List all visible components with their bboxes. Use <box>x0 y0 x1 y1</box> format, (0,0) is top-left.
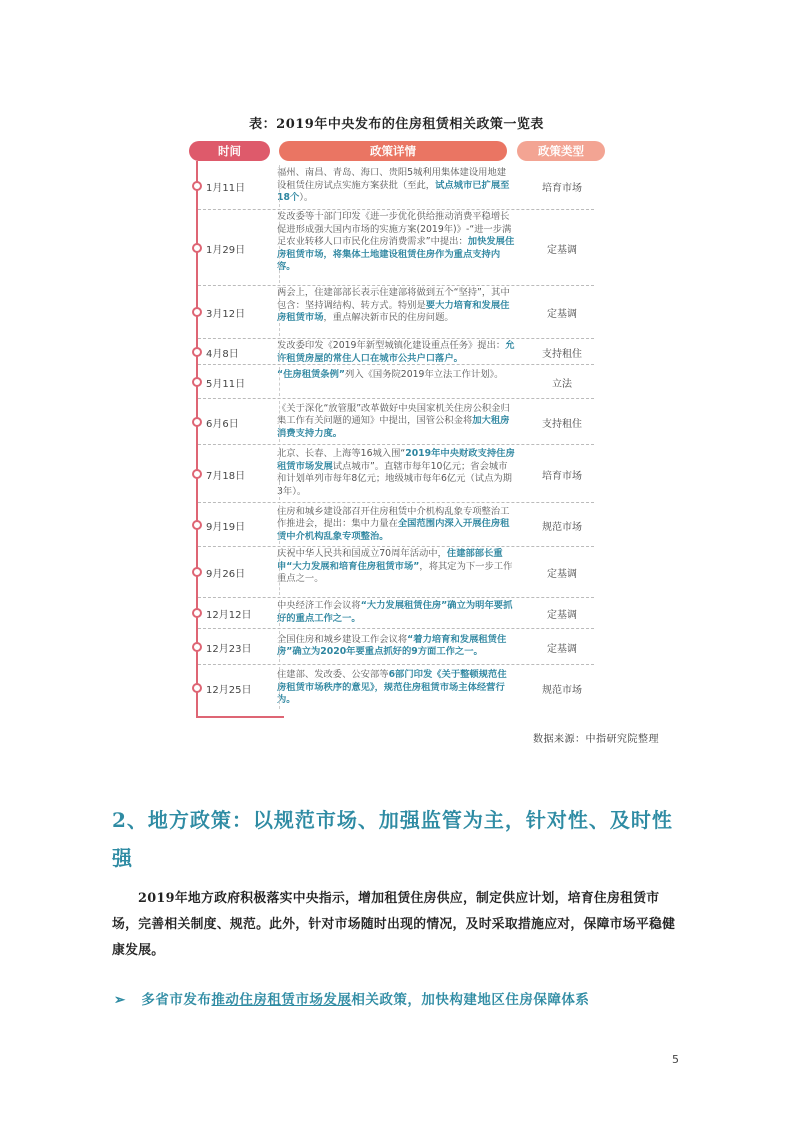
column-divider <box>279 505 280 544</box>
detail-text: ，重点解决新市民的住房问题。 <box>323 312 454 324</box>
column-divider <box>279 667 280 709</box>
table-row <box>196 598 596 628</box>
data-source: 数据来源：中指研究院整理 <box>533 734 659 745</box>
detail-text: 试点城市”。直辖市每年10亿元；省会城市和计划单列市每年8亿元；地级城市每年6亿元（试点为期3年）。 <box>277 460 512 498</box>
column-divider <box>279 288 280 336</box>
detail-highlight: 允许租赁房屋的常住人口在城市公共户口落户。 <box>277 340 515 364</box>
row-policy-type: 定基调 <box>547 309 577 320</box>
table-row <box>196 665 596 711</box>
row-date: 3月12日 <box>206 309 246 320</box>
detail-highlight: “大力发展租赁住房”确立为明年要抓好的重点工作之一。 <box>277 600 513 624</box>
detail-highlight: 试点城市已扩展至18个 <box>277 179 510 204</box>
column-divider <box>279 600 280 626</box>
detail-highlight: 要大力培育和发展住房租赁市场 <box>277 299 510 324</box>
row-detail <box>277 634 515 659</box>
row-date: 4月8日 <box>206 348 239 360</box>
row-policy-type: 定基调 <box>547 643 577 655</box>
timeline-dot-icon <box>192 642 202 652</box>
row-date: 1月29日 <box>206 244 246 256</box>
row-date: 1月11日 <box>206 183 246 194</box>
row-date: 7月18日 <box>206 470 246 482</box>
table-row <box>196 339 596 364</box>
row-date: 5月11日 <box>206 378 246 390</box>
column-divider <box>279 447 280 500</box>
bullet-heading <box>114 988 589 1008</box>
table-row <box>196 365 596 398</box>
row-policy-type: 支持租住 <box>542 418 582 430</box>
detail-highlight: “着力培育和发展租赁住房”确立为2020年要重点抓好的9方面工作之一。 <box>277 633 507 658</box>
row-policy-type: 规范市场 <box>542 685 582 696</box>
row-policy-type: 定基调 <box>547 244 577 256</box>
timeline-dot-icon <box>192 377 202 387</box>
row-policy-type: 培育市场 <box>542 470 582 482</box>
table-title: 表：2019年中央发布的住房租赁相关政策一览表 <box>249 117 544 132</box>
table-row <box>196 547 596 597</box>
row-detail <box>277 669 515 707</box>
bullet-text-post: 相关政策，加快构建地区住房保障体系 <box>351 992 590 1008</box>
row-detail <box>277 600 515 625</box>
row-detail <box>277 167 515 205</box>
timeline-dot-icon <box>192 417 202 427</box>
row-date: 12月25日 <box>206 685 252 696</box>
page-number: 5 <box>672 1053 679 1066</box>
detail-text: ，将其定为下一步工作重点之一。 <box>277 560 513 585</box>
detail-text: 发改委印发《2019年新型城镇化建设重点任务》提出： <box>277 340 506 351</box>
row-date: 12月12日 <box>206 610 252 621</box>
detail-highlight: “住房租赁条例” <box>277 368 346 380</box>
detail-text: ）。 <box>299 192 314 204</box>
row-policy-type: 立法 <box>552 378 572 390</box>
detail-highlight: 2019年中央财政支持住房租赁市场发展 <box>277 448 515 472</box>
timeline-dot-icon <box>192 307 202 317</box>
timeline-dot-icon <box>192 520 202 530</box>
row-policy-type: 培育市场 <box>542 183 582 194</box>
header-time: 时间 <box>189 141 270 161</box>
timeline-dot-icon <box>192 347 202 357</box>
row-detail <box>277 548 515 586</box>
detail-highlight: 全国范围内深入开展住房租赁中介机构乱象专项整治。 <box>277 518 510 542</box>
table-row <box>196 286 596 338</box>
row-detail <box>277 211 515 274</box>
table-row <box>196 629 596 664</box>
column-divider <box>279 165 280 207</box>
detail-highlight: 住建部部长重申“大力发展和培育住房租赁市场” <box>277 548 503 572</box>
column-divider <box>279 367 280 396</box>
detail-text: 发改委等十部门印发《进一步优化供给推动消费平稳增长促进形成强大国内市场的实施方案(2019年)》-“进一步满足农业转移人口市民化住房消费需求”中提出： <box>277 211 512 248</box>
row-detail <box>277 448 515 498</box>
detail-text: 两会上，住建部部长表示住建部将做到五个“坚持”，其中包含：坚持调结构、转方式。特别是 <box>277 287 510 311</box>
detail-text: 《关于深化“放管服”改革做好中央国家机关住房公积金归集工作有关问题的通知》中提出，国管公积金将 <box>277 402 510 427</box>
row-detail <box>277 506 515 544</box>
detail-highlight: 加大租房消费支持力度。 <box>277 415 510 439</box>
row-date: 9月26日 <box>206 569 246 580</box>
body-paragraph: 2019年地方政府积极落实中央指示，增加租赁住房供应，制定供应计划，培育住房租赁市场，完善相关制度、规范。此外，针对市场随时出现的情况，及时采取措施应对，保障市场平稳健康发展。 <box>112 891 676 958</box>
bullet-marker-icon: ➢ <box>114 992 126 1008</box>
column-divider <box>279 631 280 662</box>
detail-text: 住建部、发改委、公安部等 <box>277 669 389 681</box>
row-date: 6月6日 <box>206 418 239 430</box>
detail-text: 庆祝中华人民共和国成立70周年活动中， <box>277 548 447 559</box>
detail-text: 中央经济工作会议将 <box>277 600 361 612</box>
section-heading: 2、地方政策：以规范市场、加强监管为主，针对性、及时性强 <box>112 808 673 870</box>
timeline-dot-icon <box>192 567 202 577</box>
column-divider <box>279 341 280 362</box>
bullet-text-underlined: 推动住房租赁市场发展 <box>211 992 352 1008</box>
table-row <box>196 399 596 444</box>
header-detail: 政策详情 <box>279 141 507 161</box>
column-divider <box>279 549 280 595</box>
column-divider <box>279 401 280 442</box>
table-row <box>196 445 596 502</box>
row-detail <box>277 340 515 365</box>
row-policy-type: 定基调 <box>547 569 577 580</box>
detail-text: 列入《国务院2019年立法工作计划》。 <box>345 368 504 380</box>
row-policy-type: 规范市场 <box>542 521 582 533</box>
detail-text: 住房和城乡建设部召开住房租赁中介机构乱象专项整治工作推进会，提出：集中力量在 <box>277 505 510 530</box>
timeline-dot-icon <box>192 181 202 191</box>
row-detail <box>277 403 515 441</box>
row-policy-type: 支持租住 <box>542 348 582 360</box>
detail-text: 全国住房和城乡建设工作会议将 <box>277 633 408 645</box>
detail-text: 福州、南昌、青岛、海口、贵阳5城利用集体建设用地建设租赁住房试点实施方案获批（至此， <box>277 167 507 191</box>
timeline-dot-icon <box>192 683 202 693</box>
row-detail <box>277 369 515 382</box>
detail-highlight: 加快发展住房租赁市场，将集体土地建设租赁住房作为重点支持内容。 <box>277 236 515 273</box>
row-policy-type: 定基调 <box>547 610 577 621</box>
table-row <box>196 210 596 285</box>
detail-highlight: 6部门印发《关于整顿规范住房租赁市场秩序的意见》，规范住房租赁市场主体经营行为。 <box>277 669 507 706</box>
timeline-dot-icon <box>192 608 202 618</box>
table-row <box>196 503 596 546</box>
bullet-text-pre: 多省市发布 <box>141 992 212 1008</box>
detail-text: 北京、长春、上海等16城入围“ <box>277 448 406 460</box>
timeline-dot-icon <box>192 243 202 253</box>
row-detail <box>277 287 515 325</box>
timeline-end <box>196 716 284 718</box>
row-date: 9月19日 <box>206 521 246 533</box>
column-divider <box>279 212 280 283</box>
timeline-dot-icon <box>192 469 202 479</box>
table-row <box>196 163 596 209</box>
row-date: 12月23日 <box>206 643 252 655</box>
header-type: 政策类型 <box>517 141 605 161</box>
